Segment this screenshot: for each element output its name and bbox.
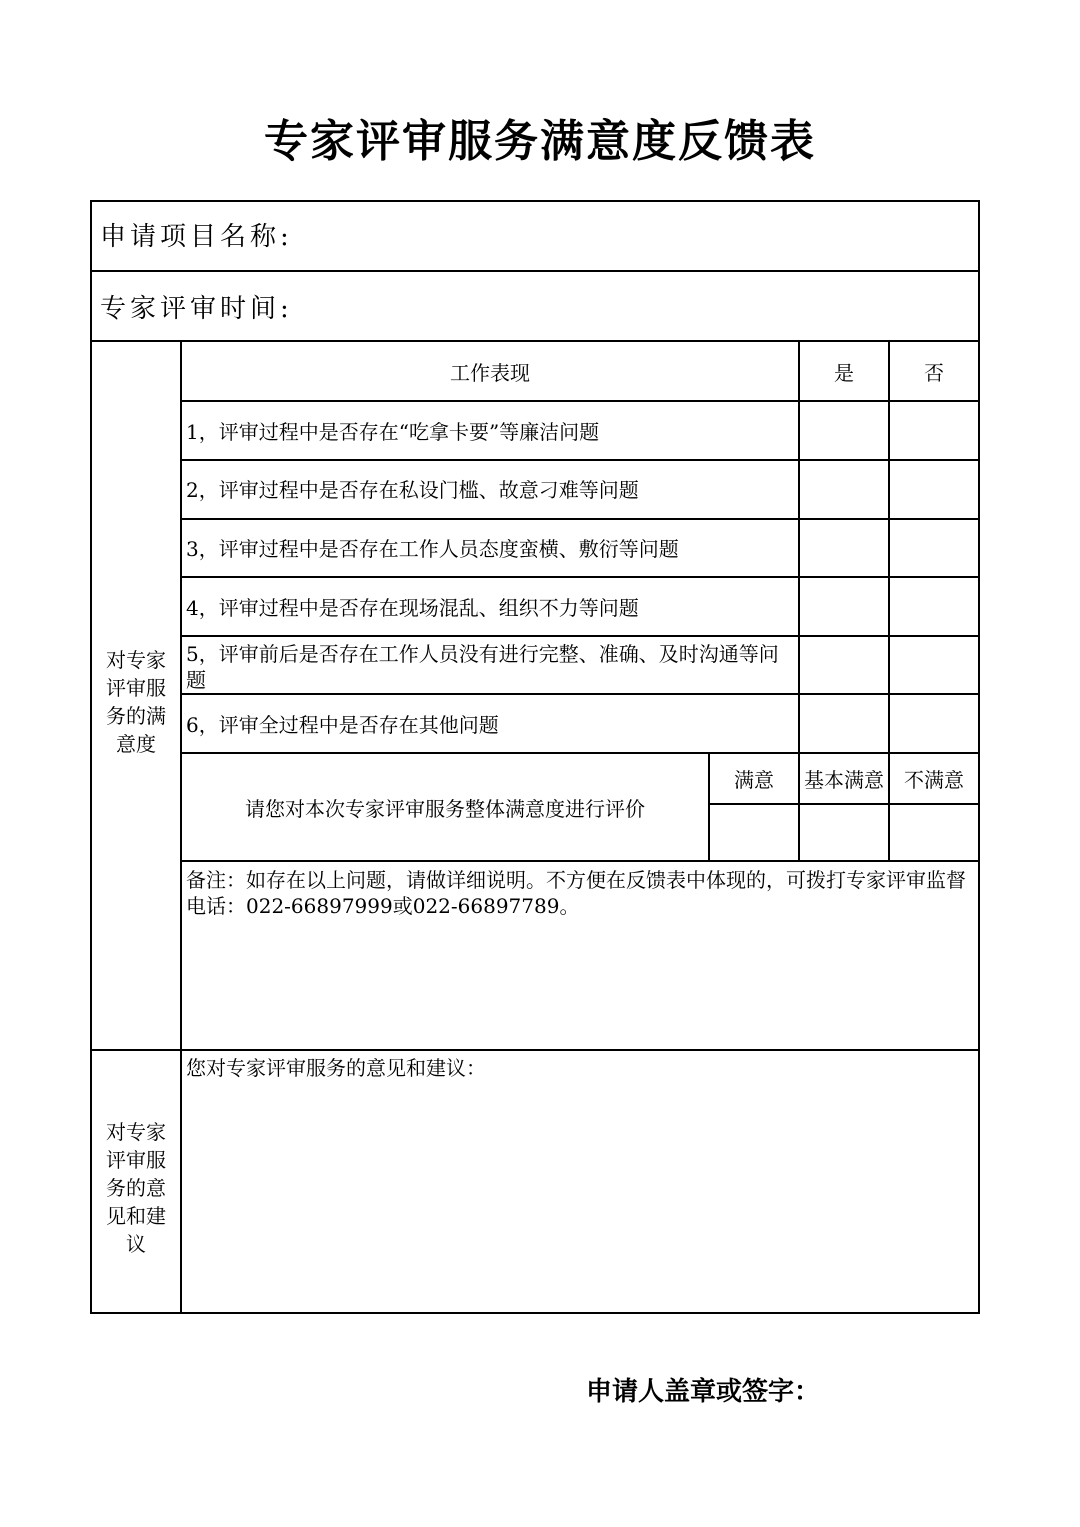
- row-divider-item-6: [180, 752, 980, 754]
- table-border-left: [90, 200, 92, 1314]
- answer-no-6[interactable]: [890, 695, 978, 752]
- rating-header-satisfied: 满意: [734, 768, 774, 792]
- table-border-right: [978, 200, 980, 1314]
- project-name-label: 申请项目名称:: [100, 222, 293, 252]
- satisfaction-side-label: 对专家评审服务的满意度: [106, 648, 166, 756]
- table-border-bottom: [90, 1312, 980, 1314]
- answer-no-2[interactable]: [890, 461, 978, 518]
- answer-yes-1[interactable]: [800, 402, 888, 459]
- suggestion-prompt: 您对专家评审服务的意见和建议：: [186, 1056, 486, 1080]
- form-title: 专家评审服务满意度反馈表: [264, 116, 816, 167]
- answer-no-1[interactable]: [890, 402, 978, 459]
- answer-no-3[interactable]: [890, 520, 978, 576]
- review-time-field[interactable]: [380, 274, 974, 338]
- signature-label: 申请人盖章或签字：: [586, 1377, 821, 1407]
- answer-no-4[interactable]: [890, 578, 978, 635]
- question-item-4: 4，评审过程中是否存在现场混乱、组织不力等问题: [186, 596, 639, 620]
- note-text: 备注：如存在以上问题，请做详细说明。不方便在反馈表中体现的，可拨打专家评审监督电话：022-66897999或022-66897789。: [186, 868, 966, 918]
- answer-yes-3[interactable]: [800, 520, 888, 576]
- row-divider-project: [90, 270, 980, 272]
- answer-no-5[interactable]: [890, 637, 978, 693]
- suggestion-side-label: 对专家评审服务的意见和建议: [106, 1120, 166, 1256]
- suggestion-input-area[interactable]: [182, 1085, 978, 1312]
- rating-cell-basically-satisfied[interactable]: [800, 805, 888, 860]
- answer-yes-5[interactable]: [800, 637, 888, 693]
- answer-yes-2[interactable]: [800, 461, 888, 518]
- row-divider-time: [90, 340, 980, 342]
- question-item-2: 2，评审过程中是否存在私设门槛、故意刁难等问题: [186, 478, 639, 502]
- column-header-performance: 工作表现: [450, 361, 530, 385]
- table-border-top: [90, 200, 980, 202]
- rating-cell-unsatisfied[interactable]: [890, 805, 978, 860]
- rating-header-unsatisfied: 不满意: [904, 768, 964, 792]
- review-time-label: 专家评审时间:: [100, 294, 293, 324]
- row-divider-section: [90, 1049, 980, 1051]
- question-item-3: 3，评审过程中是否存在工作人员态度蛮横、敷衍等问题: [186, 537, 679, 561]
- rating-cell-satisfied[interactable]: [710, 805, 798, 860]
- question-item-6: 6，评审全过程中是否存在其他问题: [186, 713, 499, 737]
- row-divider-overall: [180, 860, 980, 862]
- answer-yes-6[interactable]: [800, 695, 888, 752]
- question-item-1: 1，评审过程中是否存在“吃拿卡要”等廉洁问题: [186, 420, 600, 444]
- note-detail-area[interactable]: [182, 920, 978, 1049]
- rating-header-basically-satisfied: 基本满意: [804, 768, 884, 792]
- question-item-5: 5，评审前后是否存在工作人员没有进行完整、准确、及时沟通等问题: [186, 642, 779, 692]
- overall-rating-prompt: 请您对本次专家评审服务整体满意度进行评价: [245, 797, 645, 821]
- project-name-field[interactable]: [380, 204, 974, 268]
- column-header-no: 否: [924, 361, 944, 385]
- answer-yes-4[interactable]: [800, 578, 888, 635]
- column-header-yes: 是: [834, 361, 854, 385]
